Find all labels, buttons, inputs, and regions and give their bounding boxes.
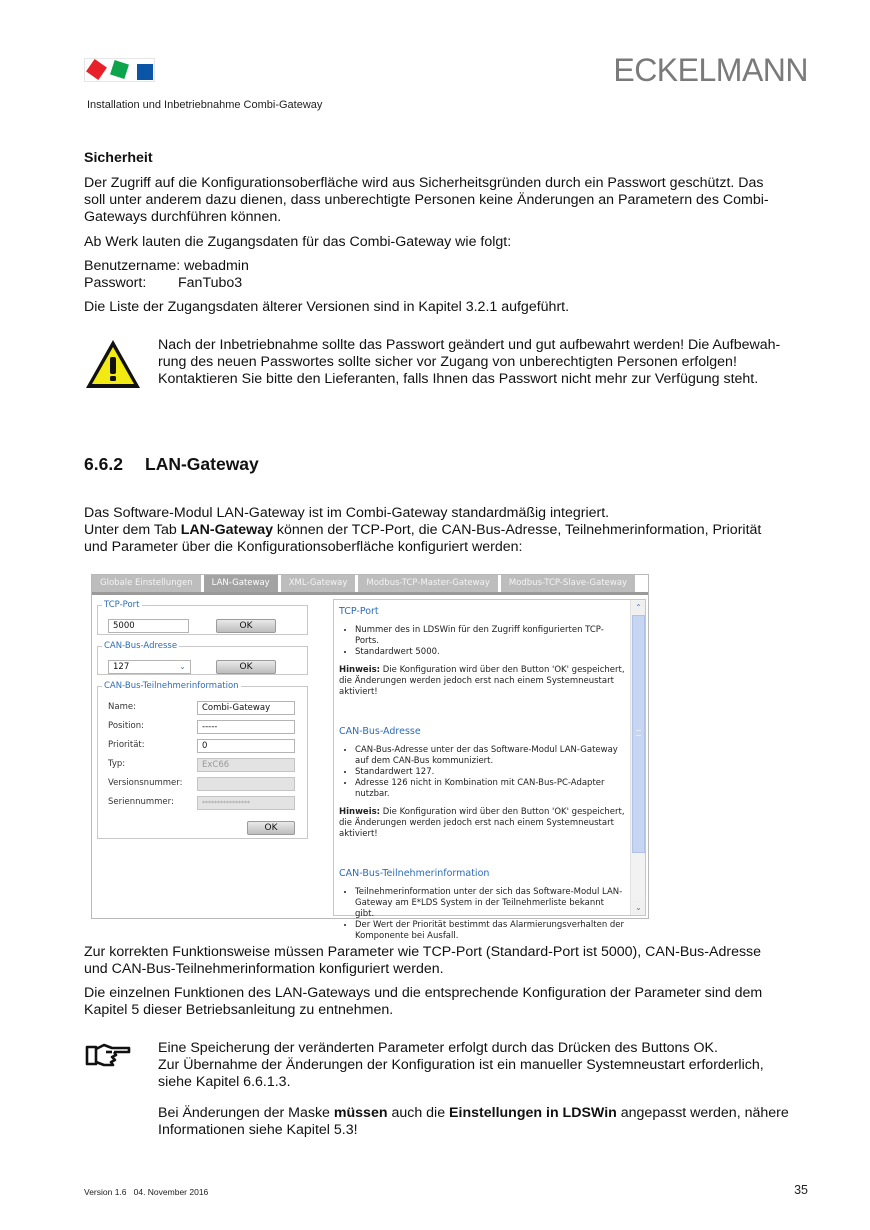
list-item: • CAN-Bus-Adresse unter der das Software-Modul LAN-Gateway auf dem CAN-Bus kommuniziert. <box>355 745 625 767</box>
help-tcp-note <box>339 665 625 698</box>
help-info-list <box>355 887 625 942</box>
text-line: Nach der Inbetriebnahme sollte das Passwort geändert und gut aufbewahrt werden! Die Aufbewah- <box>158 337 781 353</box>
text-line: Eine Speicherung der veränderten Parameter erfolgt durch das Drücken des Buttons OK. <box>158 1040 718 1056</box>
version-input <box>197 777 295 791</box>
text-line: Der Zugriff auf die Konfigurationsoberfläche wird aus Sicherheitsgründen durch ein Passwort geschützt. Das <box>84 175 764 191</box>
text-line: Die einzelnen Funktionen des LAN-Gateways und die entsprechende Konfiguration der Parameter sind dem <box>84 985 763 1001</box>
chevron-down-icon: ⌄ <box>179 662 186 671</box>
logo-blue-square <box>132 59 154 81</box>
logo-red-square <box>85 59 107 81</box>
serial-label: Seriennummer: <box>108 797 174 807</box>
chevron-up-icon[interactable]: ⌃ <box>632 601 645 614</box>
text-line: soll unter anderem dazu dienen, dass unberechtigte Personen keine Änderungen an Parametern des Combi- <box>84 192 769 208</box>
note-label: Hinweis: <box>339 807 381 817</box>
bold-fragment: LAN-Gateway <box>180 522 273 538</box>
help-content <box>334 600 630 955</box>
section-number: 6.6.2 <box>84 454 123 474</box>
text-line: Das Software-Modul LAN-Gateway ist im Combi-Gateway standardmäßig integriert. <box>84 505 610 521</box>
text-line: und Parameter über die Konfigurationsoberfläche konfiguriert werden: <box>84 539 523 555</box>
text-line: und CAN-Bus-Teilnehmerinformation konfiguriert werden. <box>84 961 444 977</box>
text-line: rung des neuen Passwortes sollte sicher vor Zugang von unberechtigten Personen erfolgen! <box>158 354 737 370</box>
username-label: Benutzername: <box>84 258 181 274</box>
help-scrollbar[interactable] <box>630 600 645 915</box>
security-paragraph-1 <box>84 175 804 226</box>
text-line: Zur Übernahme der Änderungen der Konfiguration ist ein manueller Systemneustart erforderlich, <box>158 1057 764 1073</box>
tab-modbus-tcp-master[interactable]: Modbus-TCP-Master-Gateway <box>358 575 497 592</box>
list-item: • Teilnehmerinformation unter der sich das Software-Modul LAN-Gateway am E*LDS System in der Teilnehmerliste bekannt gibt. <box>355 887 625 920</box>
can-bus-address-ok-button[interactable]: OK <box>216 660 276 674</box>
chevron-down-icon[interactable]: ⌄ <box>632 901 645 914</box>
help-can-list <box>355 745 625 800</box>
text-fragment: Bei Änderungen der Maske <box>158 1105 334 1121</box>
note-text: Die Konfiguration wird über den Button 'OK' gespeichert, die Änderungen werden jedoch erst nach einem Systemneustart aktiviert! <box>339 807 625 839</box>
security-paragraph-2: Ab Werk lauten die Zugangsdaten für das Combi-Gateway wie folgt: <box>84 234 512 250</box>
logo-green-square <box>108 59 130 81</box>
name-label: Name: <box>108 702 136 712</box>
selected-value: 127 <box>113 662 130 672</box>
text-fragment: auch die <box>387 1105 450 1121</box>
document-subtitle: Installation und Inbetriebnahme Combi-Gateway <box>87 99 323 111</box>
brand-wordmark: ECKELMANN <box>613 52 808 88</box>
tab-lan-gateway[interactable]: LAN-Gateway <box>204 575 278 592</box>
pointing-hand-icon <box>84 1040 132 1070</box>
username-value: webadmin <box>184 258 249 274</box>
tcp-port-legend: TCP-Port <box>104 600 140 610</box>
after-paragraph-2 <box>84 985 804 1019</box>
participant-info-ok-button[interactable]: OK <box>247 821 295 835</box>
position-label: Position: <box>108 721 144 731</box>
priority-label: Priorität: <box>108 740 145 750</box>
participant-info-legend: CAN-Bus-Teilnehmerinformation <box>104 681 239 691</box>
version-label: Versionsnummer: <box>108 778 183 788</box>
bold-fragment: Einstellungen in LDSWin <box>449 1105 617 1121</box>
note2-text <box>158 1105 818 1139</box>
help-can-title: CAN-Bus-Adresse <box>339 726 421 737</box>
tcp-port-ok-button[interactable]: OK <box>216 619 276 633</box>
help-info-title: CAN-Bus-Teilnehmerinformation <box>339 868 490 879</box>
participant-info-group <box>97 681 308 839</box>
section-intro <box>84 505 804 556</box>
type-label: Typ: <box>108 759 126 769</box>
security-paragraph-3: Die Liste der Zugangsdaten älterer Versionen sind in Kapitel 3.2.1 aufgeführt. <box>84 299 570 315</box>
section-title <box>84 456 259 473</box>
can-bus-address-legend: CAN-Bus-Adresse <box>104 641 178 651</box>
text-fragment: angepasst werden, nähere <box>616 1105 789 1121</box>
text-line: siehe Kapitel 6.6.1.3. <box>158 1074 291 1090</box>
text-line: Kapitel 5 dieser Betriebsanleitung zu entnehmen. <box>84 1002 394 1018</box>
list-item: • Standardwert 127. <box>355 767 625 778</box>
security-heading: Sicherheit <box>84 150 153 166</box>
bold-fragment: müssen <box>333 1105 388 1121</box>
text-fragment: Unter dem Tab <box>84 522 181 538</box>
password-label: Passwort: <box>84 275 147 291</box>
position-input[interactable]: ----- <box>197 720 295 734</box>
list-item: • Standardwert 5000. <box>355 647 625 658</box>
text-line: Informationen siehe Kapitel 5.3! <box>158 1122 358 1138</box>
list-item: • Der Wert der Priorität bestimmt das Alarmierungsverhalten der Komponente bei Ausfall. <box>355 920 625 942</box>
note-label: Hinweis: <box>339 665 381 675</box>
tab-bar <box>92 575 648 595</box>
text-line: Kontaktieren Sie bitte den Lieferanten, falls Ihnen das Passwort nicht mehr zur Verfügung steht. <box>158 371 759 387</box>
list-item: • Adresse 126 nicht in Kombination mit CAN-Bus-PC-Adapter nutzbar. <box>355 778 625 800</box>
text-line: Gateways durchführen können. <box>84 209 282 225</box>
help-tcp-list <box>355 625 625 658</box>
text-line: Zur korrekten Funktionsweise müssen Parameter wie TCP-Port (Standard-Port ist 5000), CAN-Bus-Adresse <box>84 944 762 960</box>
text-fragment: können der TCP-Port, die CAN-Bus-Adresse, Teilnehmerinformation, Priorität <box>272 522 762 538</box>
help-can-note <box>339 807 625 840</box>
tab-xml-gateway[interactable]: XML-Gateway <box>281 575 356 592</box>
can-bus-address-group <box>97 641 308 675</box>
config-ui-screenshot <box>91 574 649 941</box>
warning-icon <box>84 338 142 390</box>
password-value: FanTubo3 <box>178 275 243 291</box>
after-paragraph-1 <box>84 944 804 978</box>
priority-input[interactable]: 0 <box>197 739 295 753</box>
section-title-text: LAN-Gateway <box>145 454 259 474</box>
help-tcp-title: TCP-Port <box>339 606 379 617</box>
serial-input: **************** <box>197 796 295 810</box>
tab-global-settings[interactable]: Globale Einstellungen <box>92 575 201 592</box>
footer-version: Version 1.6 04. November 2016 <box>84 1187 209 1197</box>
help-panel <box>333 599 646 941</box>
note-text <box>158 1040 808 1091</box>
type-input: ExC66 <box>197 758 295 772</box>
list-item: • Nummer des in LDSWin für den Zugriff konfigurierten TCP-Ports. <box>355 625 625 647</box>
company-logo <box>84 58 155 82</box>
tcp-port-input[interactable]: 5000 <box>108 619 189 633</box>
scrollbar-thumb[interactable] <box>632 615 645 853</box>
page-number: 35 <box>794 1183 808 1197</box>
note-text: Die Konfiguration wird über den Button 'OK' gespeichert, die Änderungen werden jedoch erst nach einem Systemneustart aktiviert! <box>339 665 625 697</box>
tab-modbus-tcp-slave[interactable]: Modbus-TCP-Slave-Gateway <box>501 575 635 592</box>
can-bus-address-select[interactable] <box>108 660 191 674</box>
tcp-port-group <box>97 600 308 635</box>
name-input[interactable]: Combi-Gateway <box>197 701 295 715</box>
warning-text <box>158 337 808 388</box>
credentials <box>84 258 804 292</box>
